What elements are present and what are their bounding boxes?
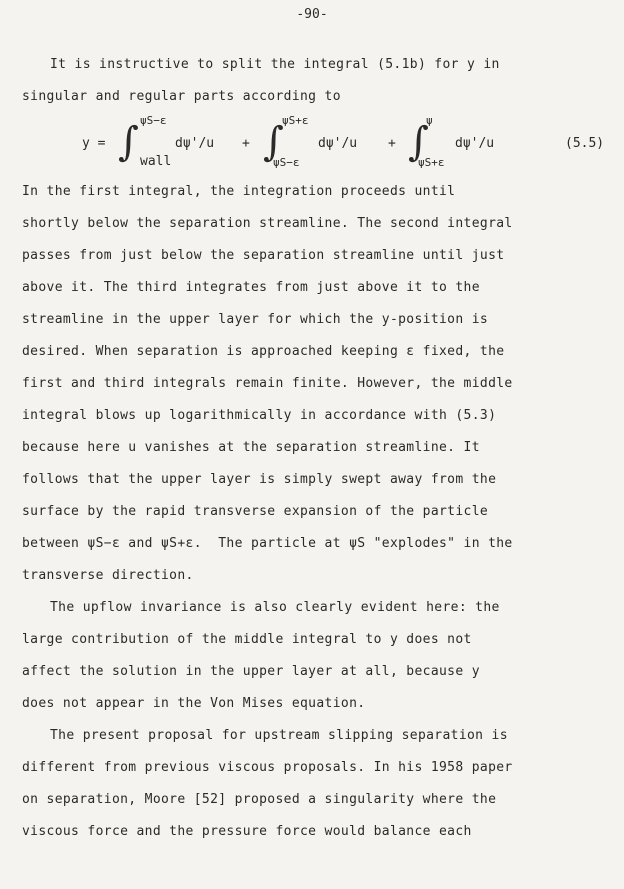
text-line: follows that the upper layer is simply swept away from the	[22, 472, 497, 487]
text-line: on separation, Moore [52] proposed a singularity where the	[22, 792, 497, 807]
text-line: different from previous viscous proposals. In his 1958 paper	[22, 760, 513, 775]
text-line: large contribution of the middle integral to y does not	[22, 632, 472, 647]
text-line: viscous force and the pressure force would balance each	[22, 824, 472, 839]
integrand: dψ'/u	[318, 136, 358, 151]
lower-limit: ψS−ε	[273, 156, 300, 169]
integral-sign: ∫	[408, 119, 429, 165]
text-line: It is instructive to split the integral (5.1b) for y in	[50, 57, 500, 72]
text-line: between ψS−ε and ψS+ε. The particle at ψS "explodes" in the	[22, 536, 513, 551]
text-line: first and third integrals remain finite. However, the middle	[22, 376, 513, 391]
equation-lhs: y =	[82, 136, 106, 151]
text-line: integral blows up logarithmically in accordance with (5.3)	[22, 408, 497, 423]
text-line: desired. When separation is approached keeping ε fixed, the	[22, 344, 505, 359]
lower-limit: ψS+ε	[418, 156, 445, 169]
equation-number: (5.5)	[565, 136, 605, 151]
plus-sign: +	[388, 136, 396, 151]
text-line: streamline in the upper layer for which the y-position is	[22, 312, 489, 327]
integral-sign: ∫	[118, 119, 139, 165]
text-line: above it. The third integrates from just above it to the	[22, 280, 480, 295]
text-line: shortly below the separation streamline. The second integral	[22, 216, 513, 231]
equation-5-5	[0, 112, 624, 174]
text-line: In the first integral, the integration proceeds until	[22, 184, 456, 199]
lower-limit: wall	[140, 154, 172, 169]
text-line: does not appear in the Von Mises equation.	[22, 696, 366, 711]
upper-limit: ψ	[426, 114, 433, 127]
text-line: surface by the rapid transverse expansion of the particle	[22, 504, 489, 519]
text-line: affect the solution in the upper layer at all, because y	[22, 664, 480, 679]
upper-limit: ψS+ε	[282, 114, 309, 127]
integral-sign: ∫	[263, 119, 284, 165]
text-line: The upflow invariance is also clearly evident here: the	[50, 600, 500, 615]
integrand: dψ'/u	[455, 136, 495, 151]
text-line: singular and regular parts according to	[22, 89, 341, 104]
text-line: transverse direction.	[22, 568, 194, 583]
integrand: dψ'/u	[175, 136, 215, 151]
text-line: The present proposal for upstream slipping separation is	[50, 728, 508, 743]
upper-limit: ψS−ε	[140, 114, 167, 127]
text-line: because here u vanishes at the separation streamline. It	[22, 440, 480, 455]
plus-sign: +	[242, 136, 250, 151]
page-number: -90-	[296, 7, 328, 22]
text-line: passes from just below the separation streamline until just	[22, 248, 505, 263]
